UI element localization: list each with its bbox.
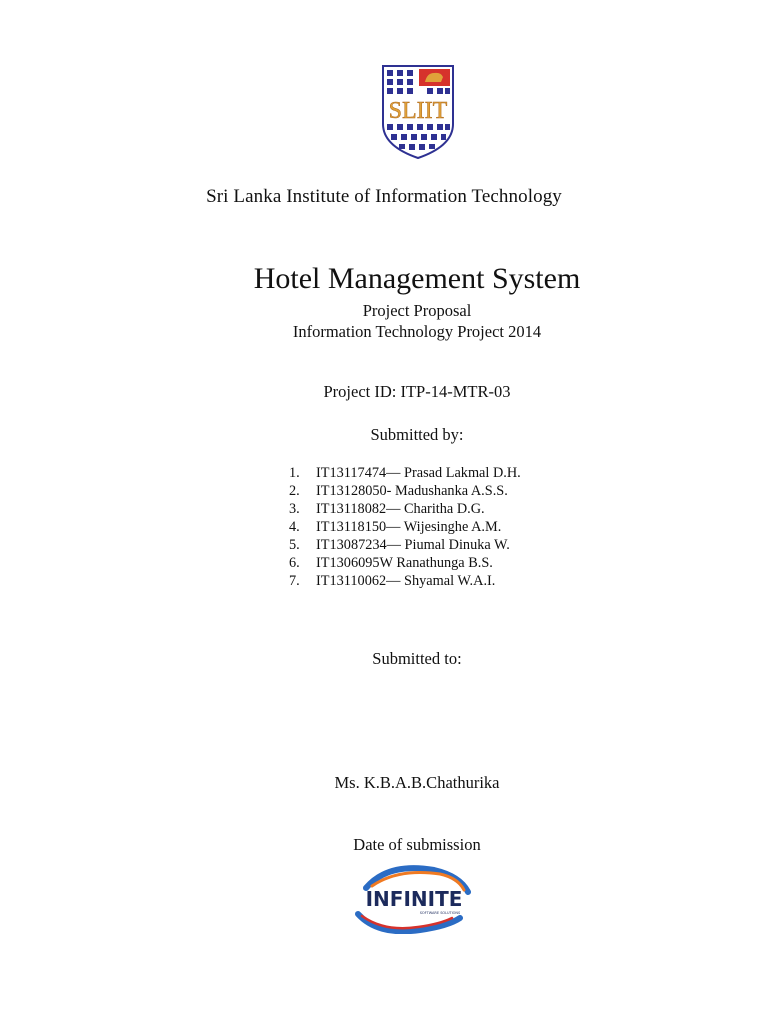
document-subtitle: Project Proposal	[362, 301, 472, 320]
list-item-number: 2.	[289, 483, 300, 499]
list-item-number: 4.	[289, 519, 300, 535]
list-item-text: IT13118082— Charitha D.G.	[316, 501, 485, 517]
list-item-number: 6.	[289, 555, 300, 571]
infinite-wordmark: INFINITE	[365, 887, 463, 911]
list-item-text: IT13087234— Piumal Dinuka W.	[316, 537, 510, 553]
date-of-submission-label: Date of submission	[353, 835, 481, 854]
infinite-logo	[348, 864, 480, 934]
list-item	[289, 464, 521, 482]
list-item-number: 5.	[289, 537, 300, 553]
sliit-wordmark: SLIIT	[388, 98, 448, 124]
supervisor-name: Ms. K.B.A.B.Chathurika	[334, 773, 500, 792]
sliit-logo	[381, 64, 455, 160]
course-name: Information Technology Project 2014	[292, 322, 542, 341]
submitted-by-label: Submitted by:	[370, 425, 464, 444]
list-item-text: IT13118150— Wijesinghe A.M.	[316, 519, 502, 535]
project-id: Project ID: ITP-14-MTR-03	[323, 382, 511, 401]
institute-name: Sri Lanka Institute of Information Technology	[206, 186, 562, 207]
list-item	[289, 500, 521, 518]
list-item-text: IT1306095W Ranathunga B.S.	[316, 555, 493, 571]
infinite-tagline: SOFTWARE SOLUTIONS	[419, 911, 461, 915]
list-item-text: IT13110062— Shyamal W.A.I.	[316, 573, 496, 589]
list-item	[289, 518, 521, 536]
list-item-number: 7.	[289, 573, 300, 589]
list-item-number: 1.	[289, 465, 300, 481]
list-item-text: IT13117474— Prasad Lakmal D.H.	[316, 465, 521, 481]
infinite-swirl-icon	[348, 864, 480, 934]
list-item	[289, 554, 521, 572]
document-title: Hotel Management System	[253, 262, 581, 295]
member-list	[289, 464, 521, 590]
submitted-to-label: Submitted to:	[372, 649, 462, 668]
sliit-crest-icon	[381, 64, 455, 160]
list-item	[289, 536, 521, 554]
list-item	[289, 572, 521, 590]
list-item-number: 3.	[289, 501, 300, 517]
list-item	[289, 482, 521, 500]
list-item-text: IT13128050- Madushanka A.S.S.	[316, 483, 508, 499]
